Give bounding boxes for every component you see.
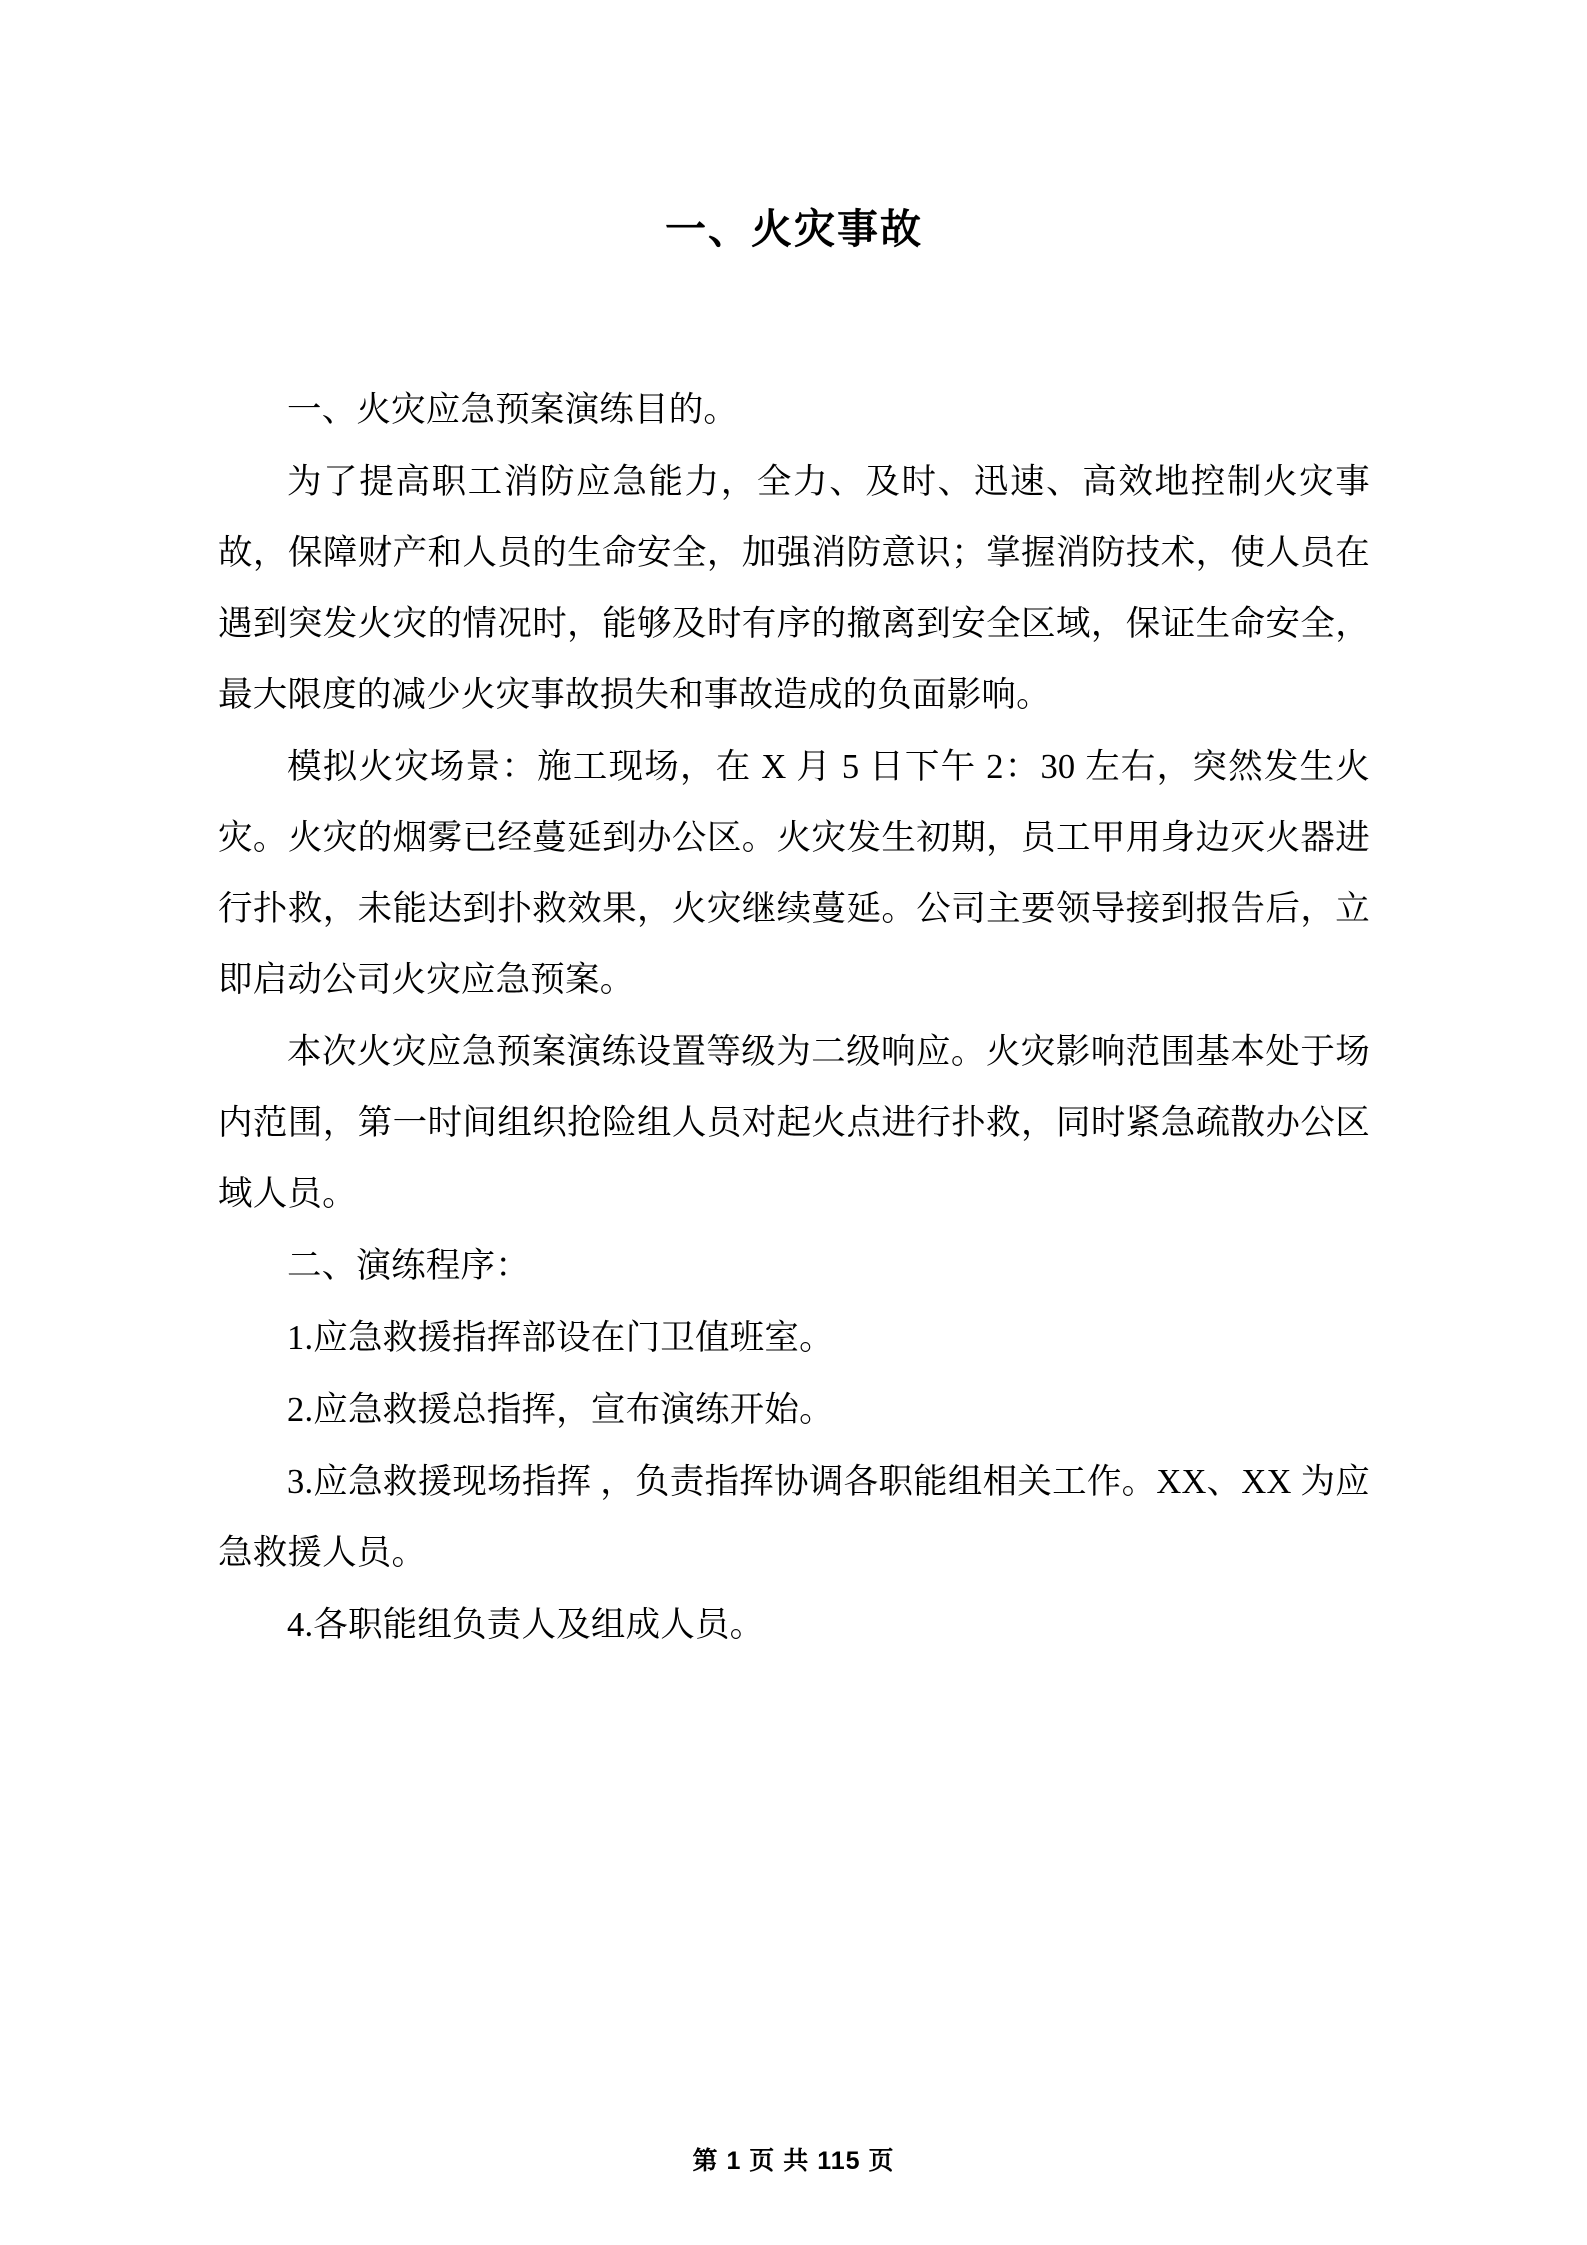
page-number-text: 第 1 页 共 115 页	[692, 2147, 895, 2175]
document-content	[218, 0, 1370, 1662]
paragraph-section-1-heading: 一、火灾应急预案演练目的。	[287, 391, 739, 429]
page-footer	[0, 2141, 1587, 2177]
page-title: 一、火灾事故	[665, 206, 923, 252]
paragraph-scenario: 模拟火灾场景：施工现场，在 X 月 5 日下午 2：30 左右，突然发生火灾。火灾的烟雾已经蔓延到办公区。火灾发生初期，员工甲用身边灭火器进行扑救，未能达到扑救效果，火灾继续蔓延。公司主要领导接到报告后，立即启动公司火灾应急预案。	[218, 748, 1370, 999]
paragraph-purpose: 为了提高职工消防应急能力，全力、及时、迅速、高效地控制火灾事故，保障财产和人员的生命安全，加强消防意识；掌握消防技术，使人员在遇到突发火灾的情况时，能够及时有序的撤离到安全区域，保证生命安全，最大限度的减少火灾事故损失和事故造成的负面影响。	[218, 463, 1370, 714]
paragraph-response-level: 本次火灾应急预案演练设置等级为二级响应。火灾影响范围基本处于场内范围，第一时间组织抢险组人员对起火点进行扑救，同时紧急疏散办公区域人员。	[218, 1033, 1370, 1213]
paragraph-step-2: 2.应急救援总指挥，宣布演练开始。	[287, 1391, 834, 1429]
document-body	[218, 375, 1370, 1661]
paragraph-section-2-heading: 二、演练程序：	[287, 1247, 530, 1285]
paragraph-step-1: 1.应急救援指挥部设在门卫值班室。	[287, 1319, 834, 1357]
paragraph-step-4: 4.各职能组负责人及组成人员。	[287, 1606, 765, 1644]
paragraph-step-3: 3.应急救援现场指挥 ，负责指挥协调各职能组相关工作。XX、XX 为应急救援人员。	[218, 1463, 1370, 1572]
